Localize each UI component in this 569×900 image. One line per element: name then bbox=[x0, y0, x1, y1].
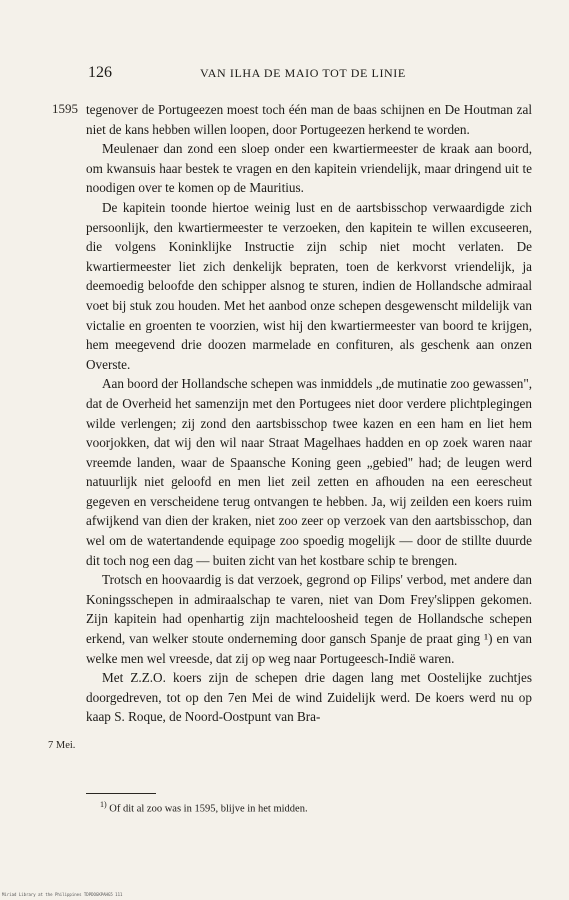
paragraph: Met Z.Z.O. koers zijn de schepen drie dagen lang met Oostelijke zuchtjes doorgedreven, tot op den 7en Mei de wind Zuidelijk werd. De koers werd nu op kaap S. Roque, de Noord-Oostpunt van Bra- bbox=[86, 670, 532, 725]
running-head: VAN ILHA DE MAIO TOT DE LINIE bbox=[200, 66, 406, 80]
footnote-text: Of dit al zoo was in 1595, blijve in het midden. bbox=[109, 803, 308, 815]
footnote-rule bbox=[86, 793, 156, 794]
margin-year: 1595 bbox=[52, 101, 78, 116]
scan-imprint: Miriad Library at the Philippines TDPDOGKPAHG5 111 bbox=[2, 892, 123, 897]
paragraph: Meulenaer dan zond een sloep onder een kwartiermeester de kraak aan boord, om kwansuis haar bestek te vragen en den kapitein vriendelijk, maar dringend uit te noodigen over te komen op de Mauritius. bbox=[86, 141, 532, 196]
paragraph: tegenover de Portugeezen moest toch één man de baas schijnen en De Houtman zal niet de kans hebben willen loopen, door Portugeezen herkend te worden. bbox=[86, 102, 532, 137]
paragraph: Aan boord der Hollandsche schepen was inmiddels „de mutinatie zoo gewassen", dat de Overheid het samenzijn met den Portugees niet door verdere plichtplegingen wilde verlengen; zij zond den aartsbisschop twee kazen en een ham en liet hem voorjokken, dat wij den wil naar Straat Magelhaes hadden en op zoek waren naar vreemde landen, waar de Spaansche Koning geen „gebied" had; de leugen werd natuurlijk niet geloofd en men liet zeil zetten en afhouden na een eerescheut gegeven en verscheidene terug ontvangen te hebben. Ja, wij zeilden een koers ruim afwijkend van dien der kraken, niet zoo zeer op verzoek van den aartsbisschop, dan wel om de watertandende equipage zoo spoedig mogelijk — door de stillte duurde dit toch nog een dag — buiten zicht van het kostbare schip te brengen. bbox=[86, 376, 532, 568]
paragraph: Trotsch en hoovaardig is dat verzoek, gegrond op Filips' verbod, met andere dan Koningsschepen in admiraalschap te varen, niet van Dom Frey'slippen gekomen. Zijn kapitein had openhartig zijn machteloosheid tegen de Hollandsche schepen erkend, van welker stoute onderneming door gansch Spanje de praat ging ¹) en van welke men wel vreesde, dat zij op weg naar Portugeesch-Indië waren. bbox=[86, 572, 532, 666]
footnote bbox=[100, 798, 308, 817]
body-text bbox=[86, 100, 532, 727]
margin-date: 7 Mei. bbox=[48, 740, 76, 751]
page-header bbox=[0, 64, 569, 84]
paragraph: De kapitein toonde hiertoe weinig lust en de aartsbisschop verwaardigde zich persoonlijk, den kwartiermeester te verzoeken, den kapitein te willen excuseeren, die volgens Koninklijke Instructie zijn schip niet mocht verlaten. De kwartiermeester liet zich denkelijk bepraten, toen de kerkvorst vriendelijk, ja deemoedig beloofde den schipper alsnog te sturen, indien de Hollandsche admiraal voet bij stuk zou houden. Met het aanbod onze schepen desgewenscht mildelijk van victalie en groenten te voorzien, wist hij den kwartiermeester van boord te krijgen, hem meegevend drie doozen marmelade en confituren, als geschenk aan onzen Overste. bbox=[86, 199, 532, 372]
page-number: 126 bbox=[88, 64, 112, 81]
footnote-marker: 1) bbox=[100, 800, 107, 809]
